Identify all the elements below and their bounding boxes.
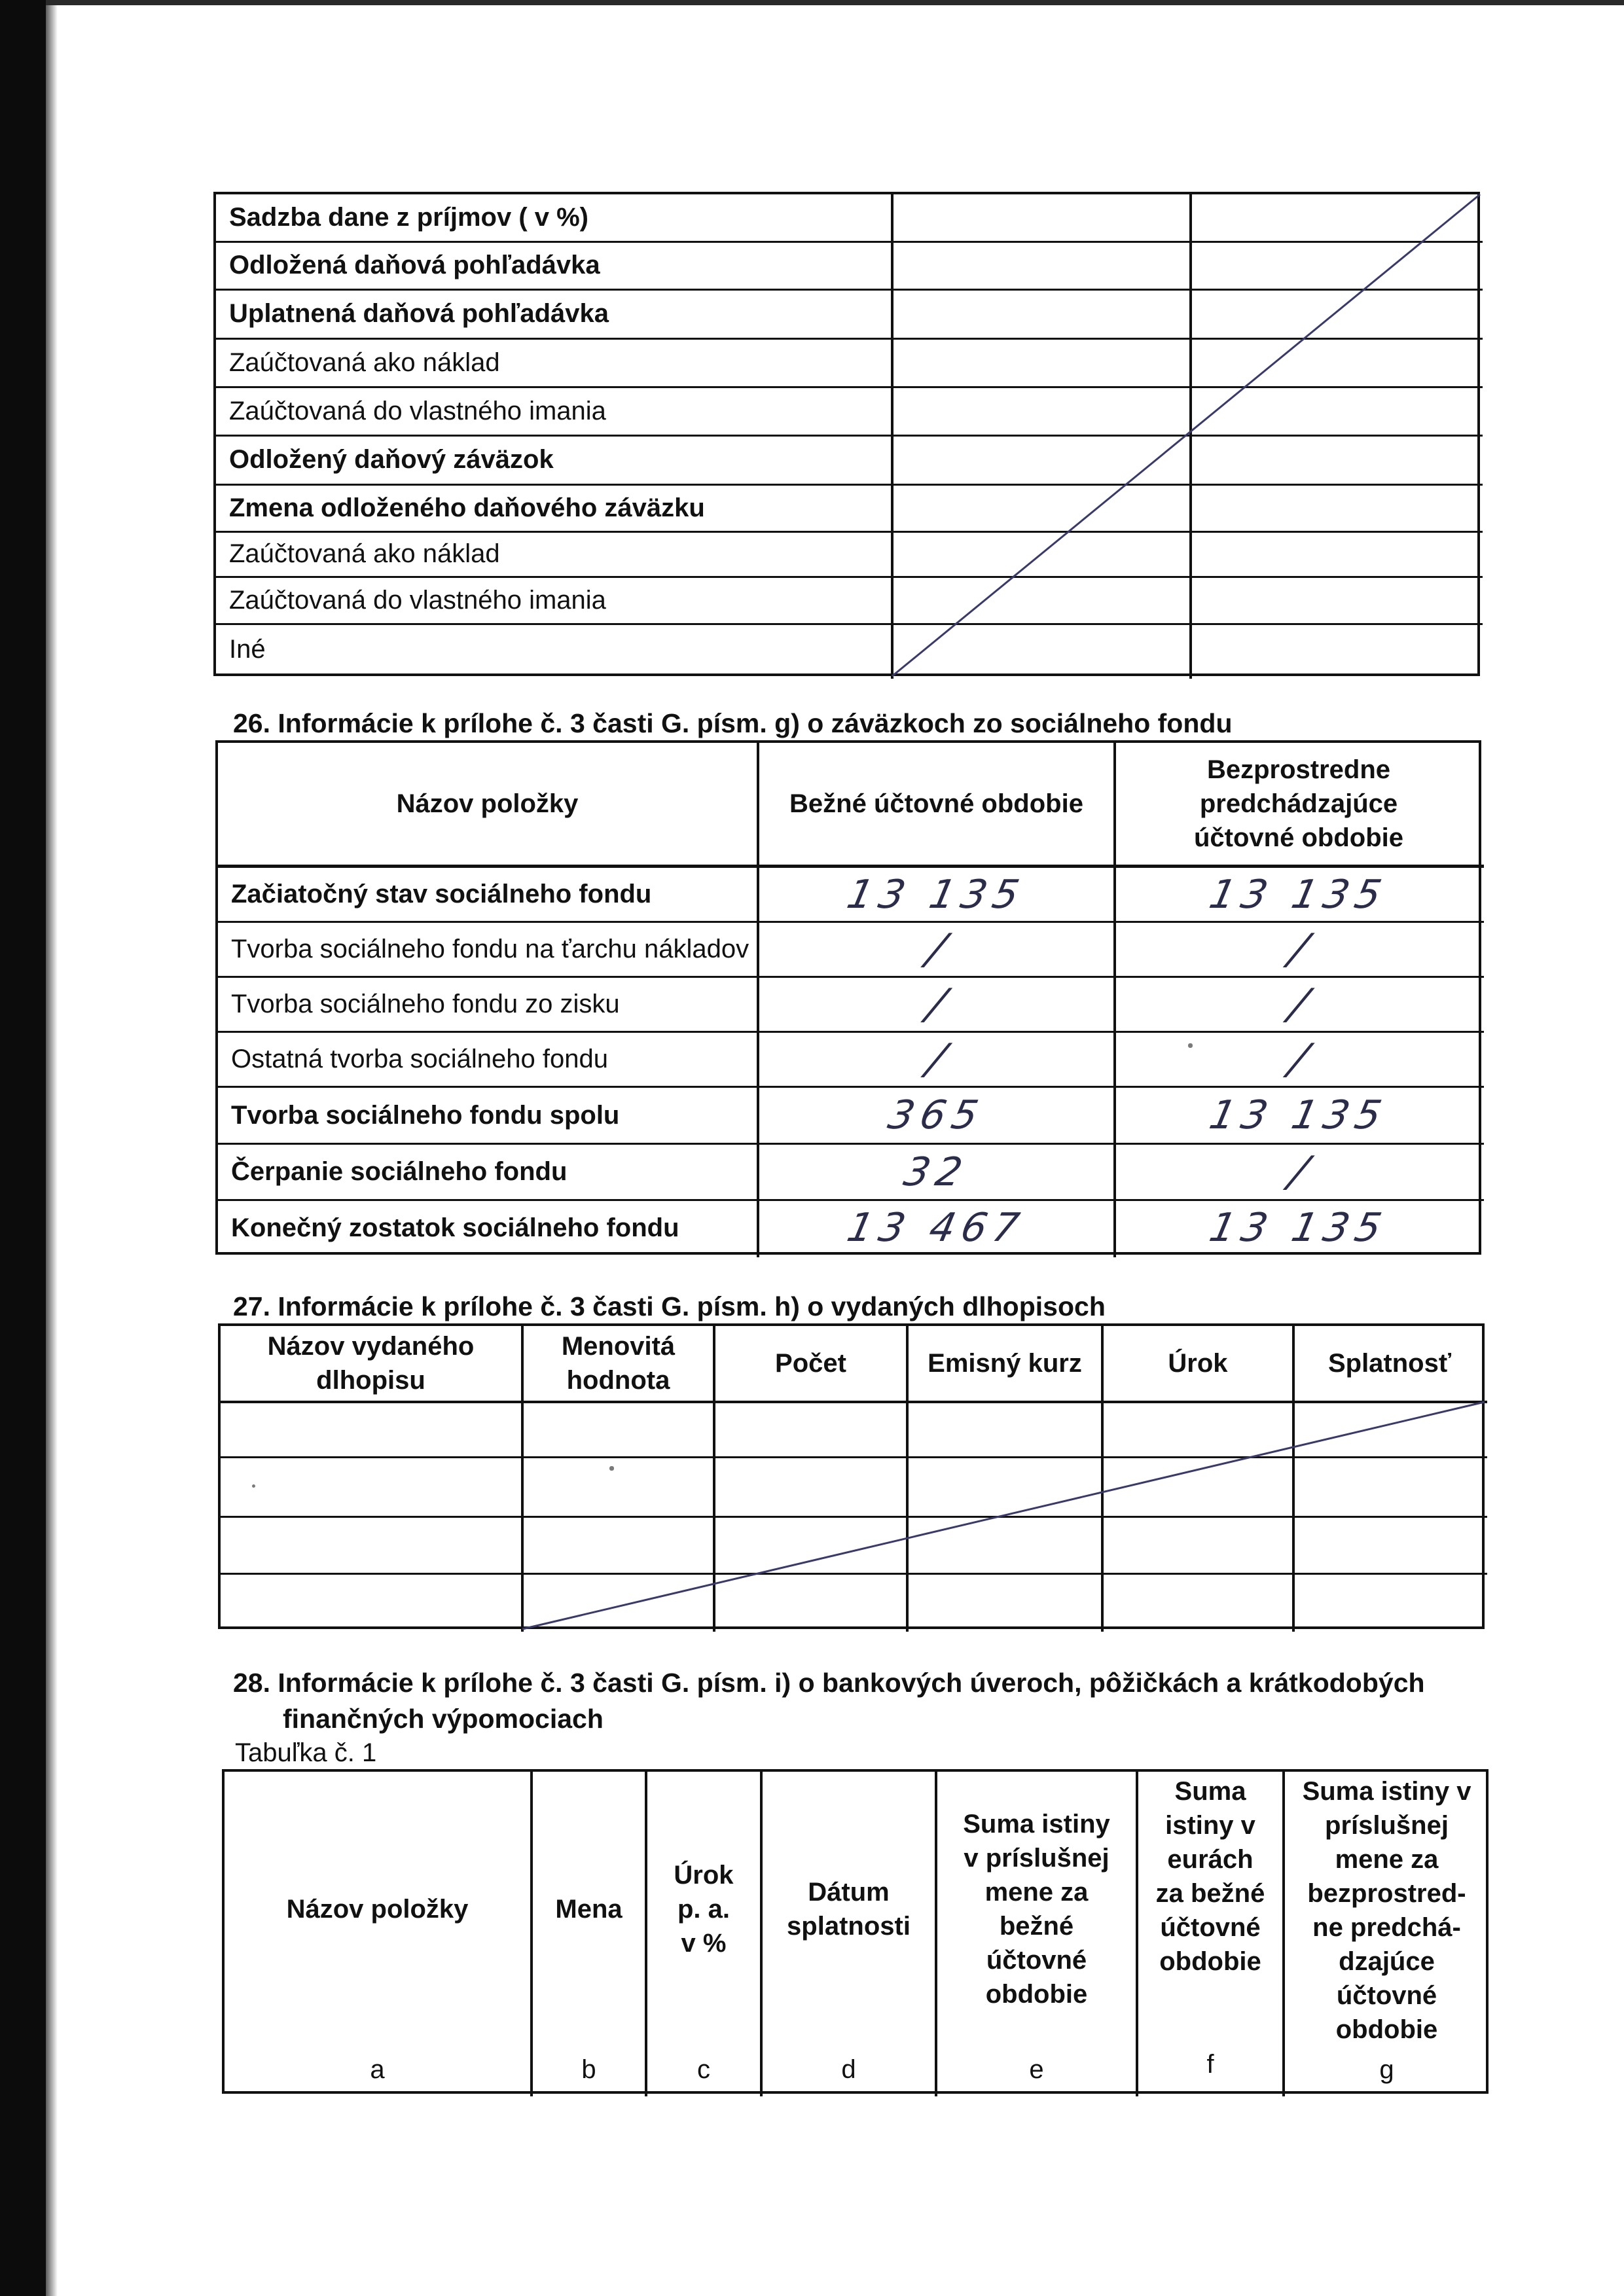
column-header-principal-eur: Suma istiny v eurách za bežné účtovné obdobie [1155,1777,1265,1976]
table-row-label: Tvorba sociálneho fondu spolu [231,1100,620,1130]
column-header-due-date: Dátum splatnosti [787,1878,911,1941]
column-header-principal-current: Suma istiny v príslušnej mene za bežné účtovné obdobie [963,1810,1110,2009]
strike-through-line [221,1326,1487,1632]
column-header-issue-price: Emisný kurz [928,1349,1082,1378]
tax-row-label: Sadzba dane z príjmov ( v %) [229,203,589,232]
tax-row-label: Iné [229,635,266,664]
tax-row-label: Zmena odloženého daňového záväzku [229,493,705,522]
previous-value: / [1284,1147,1314,1196]
column-header-principal-previous: Suma istiny v príslušnej mene za bezprostred-ne predchá-dzajúce účtovné obdobie [1302,1777,1471,2044]
previous-value: / [1284,1035,1314,1084]
column-header-maturity: Splatnosť [1327,1349,1452,1378]
tax-row-label: Odložená daňová pohľadávka [229,251,600,279]
section-28-title-cont: finančných výpomociach [283,1704,604,1734]
column-header-name: Názov položky [396,789,579,818]
column-header-name: Názov položky [286,1895,469,1924]
current-value: 32 [899,1149,973,1195]
column-letter: g [1379,2054,1394,2084]
current-value: 365 [884,1092,989,1138]
column-header-current: Bežné účtovné obdobie [789,789,1083,818]
current-value: 13 467 [843,1205,1030,1251]
column-header-previous: Bezprostredne predchádzajúce účtovné obdobie [1194,755,1403,852]
deferred-tax-table [213,192,1480,676]
previous-value: 13 135 [1205,871,1392,918]
scan-speck [252,1484,255,1488]
tax-row-label: Uplatnená daňová pohľadávka [229,299,609,328]
current-value: / [921,1035,952,1084]
tax-row-label: Zaúčtovaná ako náklad [229,348,500,377]
current-value: / [921,925,952,974]
column-header-nominal: Menovitá hodnota [561,1332,676,1395]
column-letter: c [697,2054,710,2084]
section-28-title: 28. Informácie k prílohe č. 3 časti G. písm. i) o bankových úveroch, pôžičkách a krátkodobých [233,1668,1425,1698]
table-row-label: Konečný zostatok sociálneho fondu [231,1213,679,1242]
section-27-title: 27. Informácie k prílohe č. 3 časti G. písm. h) o vydaných dlhopisoch [233,1291,1106,1321]
table-row-label: Tvorba sociálneho fondu zo zisku [231,990,620,1018]
current-value: / [921,980,952,1029]
column-letter: f [1206,2049,1214,2079]
column-letter: d [841,2054,856,2084]
previous-value: 13 135 [1205,1205,1392,1251]
scan-edge [0,0,46,2296]
column-letter: a [370,2054,385,2084]
column-header-interest: Úrok [1168,1349,1228,1378]
previous-value: / [1284,925,1314,974]
previous-value: 13 135 [1205,1092,1392,1138]
tax-row-label: Zaúčtovaná do vlastného imania [229,585,606,615]
column-header-bond-name: Názov vydaného dlhopisu [267,1332,475,1395]
scan-speck [609,1466,614,1471]
tax-row-label: Zaúčtovaná ako náklad [229,539,500,568]
table-label: Tabuľka č. 1 [235,1738,377,1767]
tax-row-label: Zaúčtovaná do vlastného imania [229,396,606,425]
column-header-currency: Mena [555,1895,623,1924]
column-header-interest: Úrok p. a. v % [674,1861,734,1958]
scan-edge-top [46,0,1624,5]
table-row-label: Tvorba sociálneho fondu na ťarchu nákladov [231,935,749,963]
social-fund-table [215,740,1481,1255]
column-header-count: Počet [775,1349,846,1378]
table-row-label: Čerpanie sociálneho fondu [231,1157,568,1186]
previous-value: / [1284,980,1314,1029]
strike-through-line [216,194,1483,679]
scan-speck [1188,1043,1193,1048]
table-row-label: Začiatočný stav sociálneho fondu [231,880,652,908]
bonds-table [218,1323,1485,1629]
column-letter: e [1029,2054,1044,2084]
current-value: 13 135 [843,871,1030,918]
bank-loans-table [222,1769,1489,2094]
table-row-label: Ostatná tvorba sociálneho fondu [231,1045,608,1073]
column-letter: b [581,2054,596,2084]
section-26-title: 26. Informácie k prílohe č. 3 časti G. písm. g) o záväzkoch zo sociálneho fondu [233,708,1233,738]
tax-row-label: Odložený daňový záväzok [229,445,554,474]
